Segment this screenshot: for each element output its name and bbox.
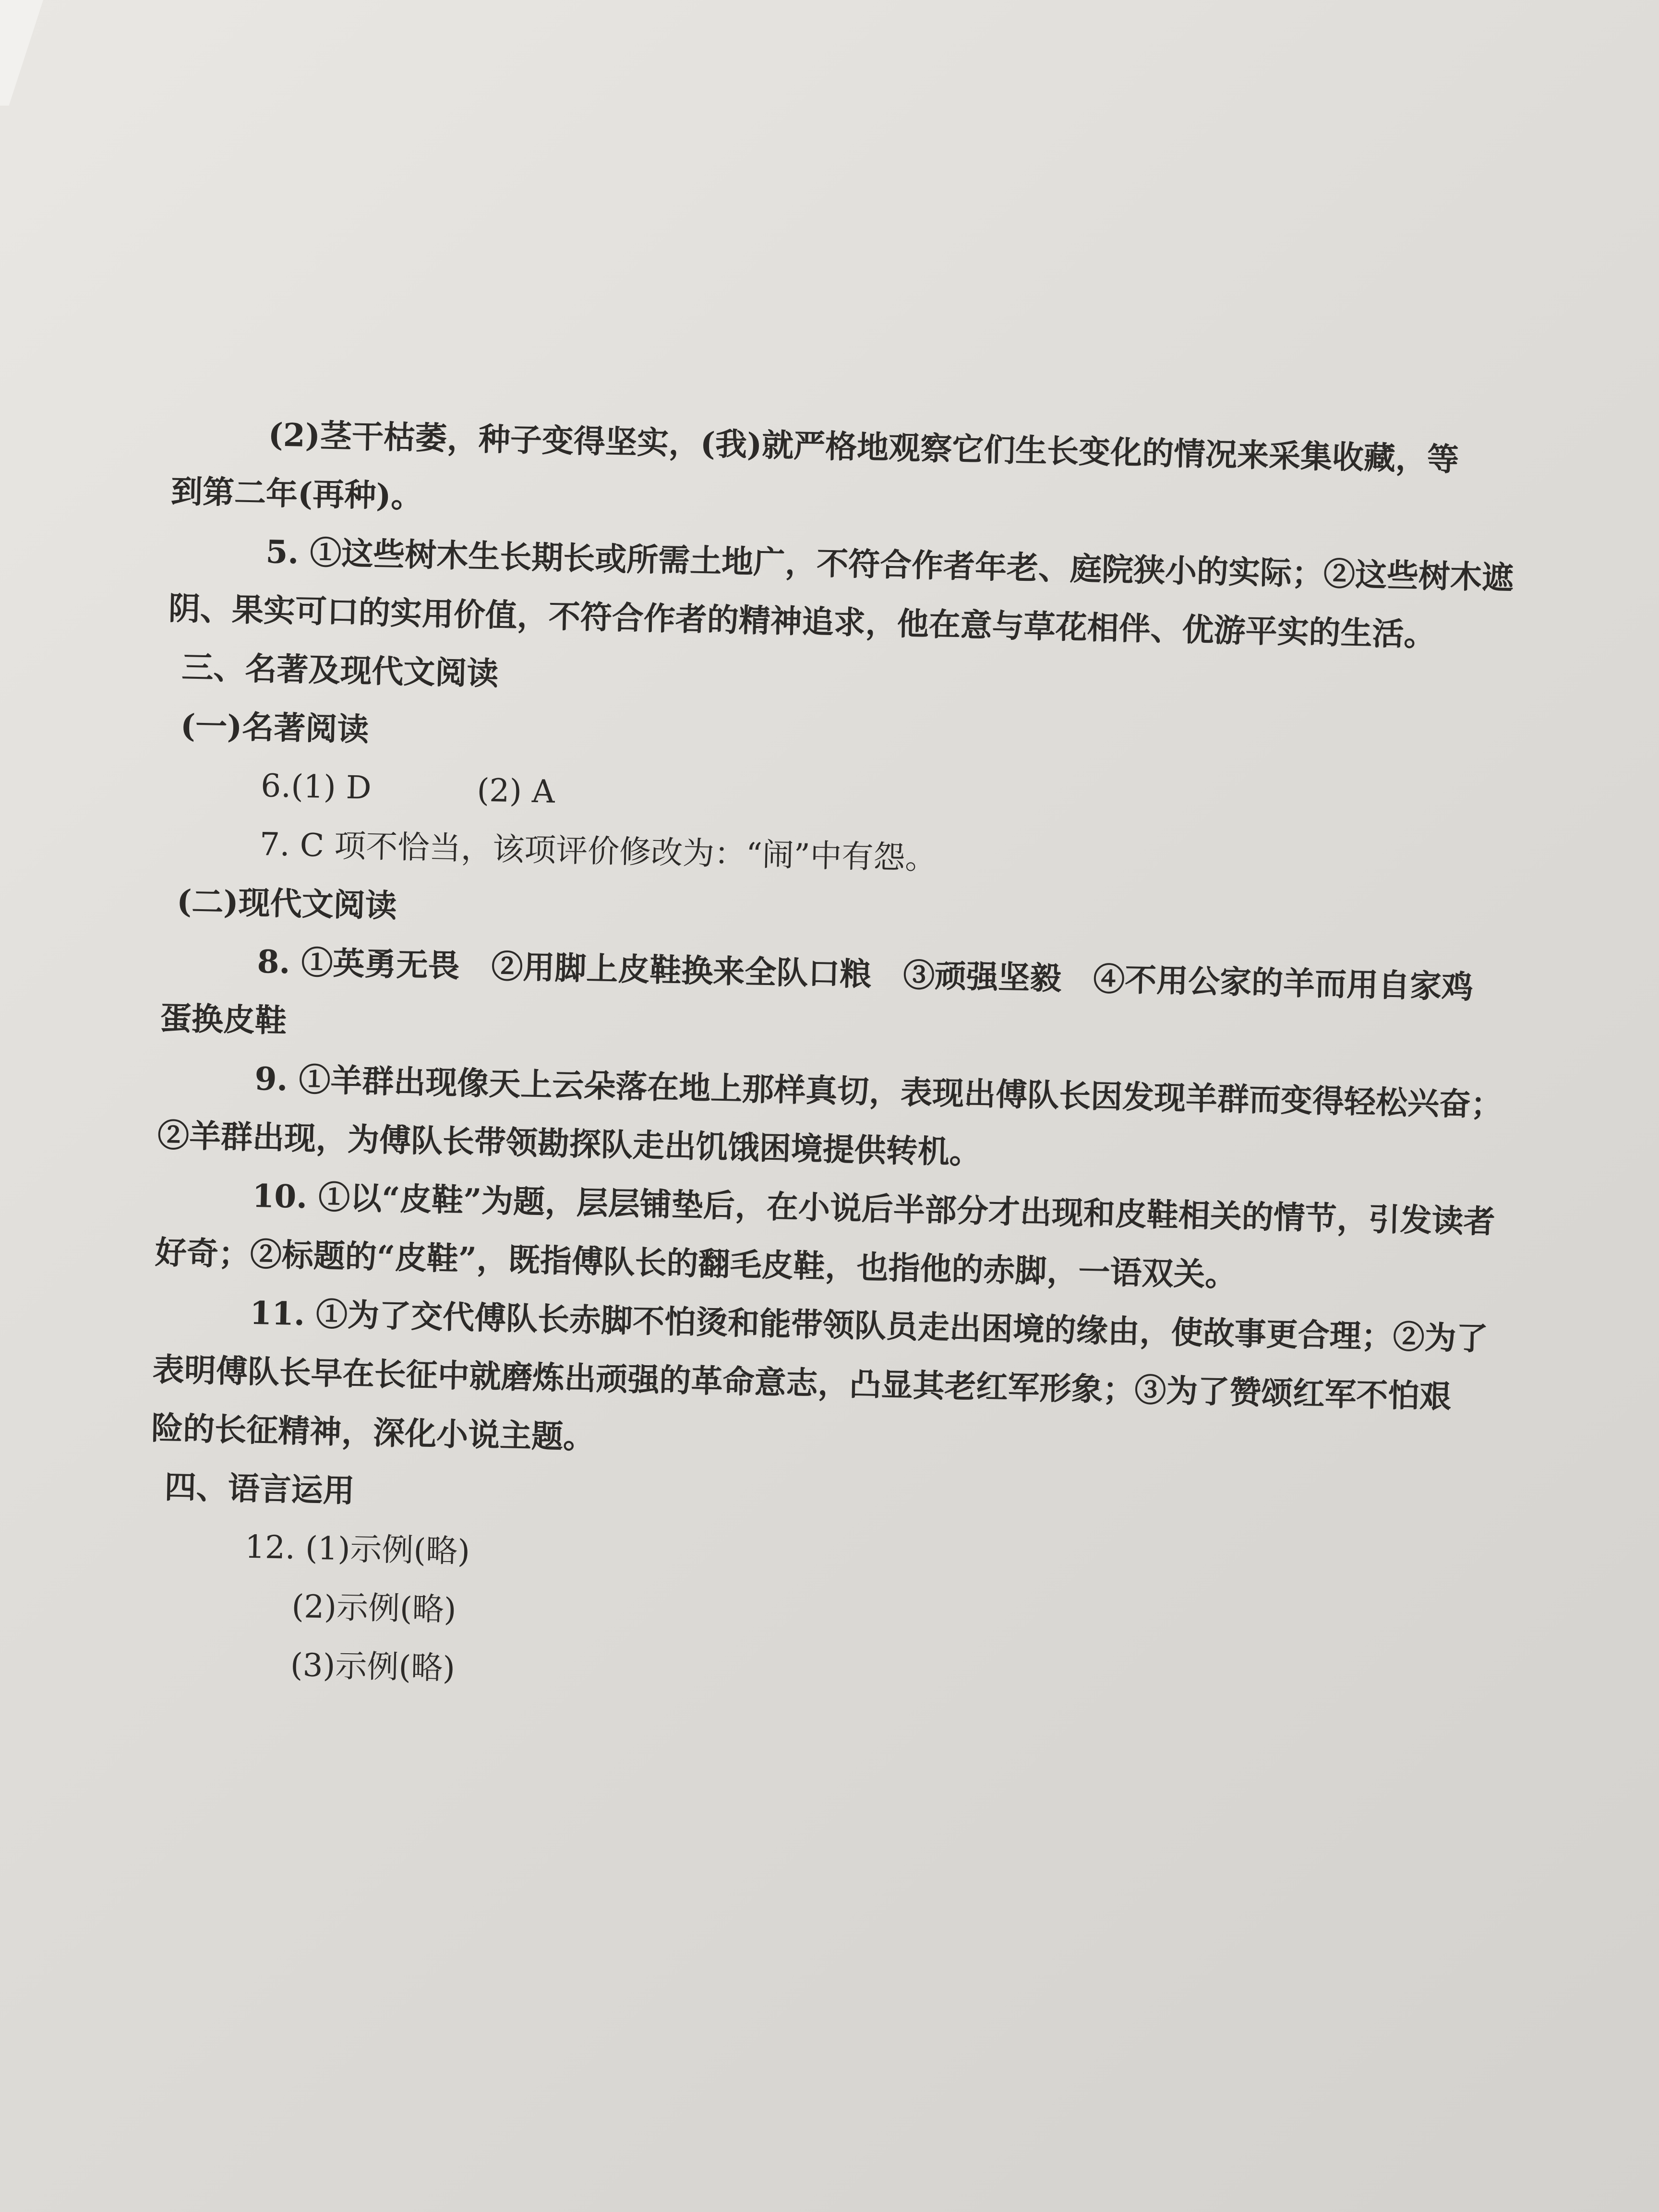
answer-key-content <box>146 403 1546 1720</box>
answer-4-2-line-1: (2)茎干枯萎，种子变得坚实，(我)就严格地观察它们生长变化的情况来采集收藏，等 <box>267 416 1459 479</box>
answer-6-part-1: 6.(1) D <box>260 767 372 806</box>
answer-9-line-1: 9. ①羊群出现像天上云朵落在地上那样真切，表现出傅队长因发现羊群而变得轻松兴奋； <box>254 1059 1503 1124</box>
subsection-2-heading: (二)现代文阅读 <box>176 882 397 925</box>
answer-12-1: 12. (1)示例(略) <box>244 1528 470 1570</box>
bleed-through-text <box>720 14 1008 110</box>
paper-corner <box>0 0 43 106</box>
answer-9-line-2: ②羊群出现，为傅队长带领勘探队走出饥饿困境提供转机。 <box>157 1116 982 1171</box>
answer-11-line-2: 表明傅队长早在长征中就磨炼出顽强的革命意志，凸显其老红军形象；③为了赞颂红军不怕艰 <box>152 1350 1452 1416</box>
answer-4-2-line-2: 到第二年(再种)。 <box>170 472 423 515</box>
answer-11-line-3: 险的长征精神，深化小说主题。 <box>151 1409 595 1456</box>
answer-6-part-2: (2) A <box>476 771 555 810</box>
answer-12-3: (3)示例(略) <box>290 1646 456 1687</box>
answer-12-2: (2)示例(略) <box>291 1587 457 1628</box>
answer-7: 7. C 项不恰当，该项评价修改为：“闹”中有怨。 <box>259 825 938 877</box>
answer-5-line-2: 阴、果实可口的实用价值，不符合作者的精神追求，他在意与草花相伴、优游平实的生活。 <box>168 589 1436 654</box>
answer-11-line-1: 11. ①为了交代傅队长赤脚不怕烫和能带领队员走出困境的缘由，使故事更合理；②为了 <box>249 1294 1489 1358</box>
section-3-heading: 三、名著及现代文阅读 <box>181 648 499 693</box>
answer-5-line-1: 5. ①这些树木生长期长或所需土地广，不符合作者年老、庭院狭小的实际；②这些树木遮 <box>265 533 1514 597</box>
answer-10-line-2: 好奇；②标题的“皮鞋”，既指傅队长的翻毛皮鞋，也指他的赤脚，一语双关。 <box>155 1233 1238 1294</box>
section-4-heading: 四、语言运用 <box>164 1468 355 1510</box>
answer-10-line-1: 10. ①以“皮鞋”为题，层层铺垫后，在小说后半部分才出现和皮鞋相关的情节，引发读者 <box>252 1177 1496 1241</box>
answer-8-line-1: 8. ①英勇无畏 ②用脚上皮鞋换来全队口粮 ③顽强坚毅 ④不用公家的羊而用自家鸡 <box>256 942 1474 1006</box>
answer-8-line-2: 蛋换皮鞋 <box>159 999 287 1040</box>
subsection-1-heading: (一)名著阅读 <box>180 707 370 748</box>
